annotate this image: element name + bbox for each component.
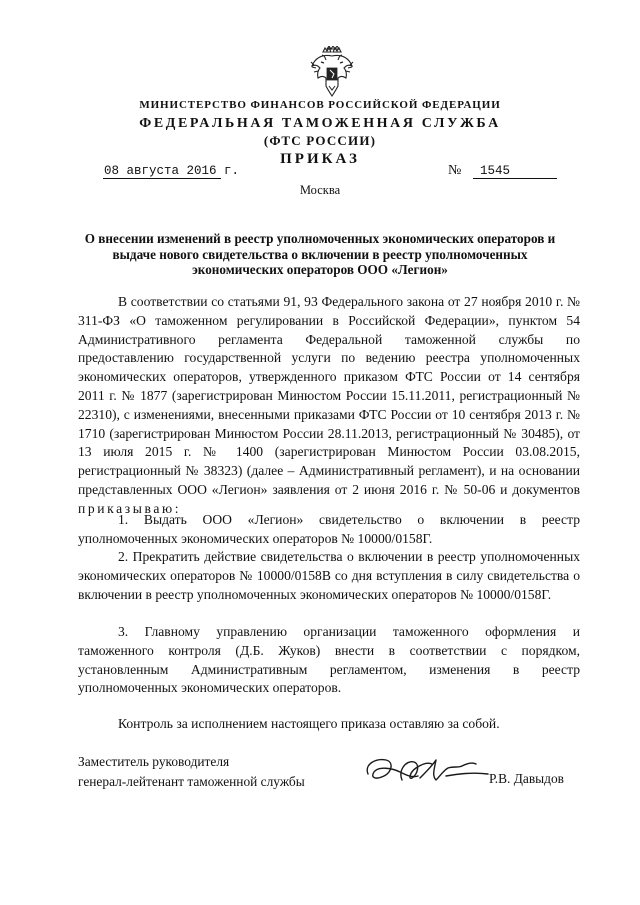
signatory-position-line-1: Заместитель руководителя — [78, 754, 230, 769]
preamble-paragraph — [78, 293, 580, 519]
number-underline — [473, 178, 557, 179]
order-subject: О внесении изменений в реестр уполномоченных экономических операторов и выдаче нового свидетельства о включении в реестр уполномоченных экономических операторов ООО «Легион» — [84, 231, 556, 277]
order-item-3: 3. Главному управлению организации таможенного оформления и таможенного контроля (Д.Б. Жуков) внести в соответствии с порядком, установленным Административным регламентом, изменения в реестр уполномоченных экономических операторов. — [78, 624, 580, 696]
coat-of-arms-icon — [309, 46, 355, 98]
handwritten-signature — [362, 750, 492, 790]
signatory-position-line-2: генерал-лейтенант таможенной службы — [78, 774, 305, 789]
ministry-name: МИНИСТЕРСТВО ФИНАНСОВ РОССИЙСКОЙ ФЕДЕРАЦИИ — [139, 99, 501, 111]
control-clause: Контроль за исполнением настоящего приказа оставляю за собой. — [118, 716, 500, 731]
document-type: ПРИКАЗ — [280, 151, 360, 167]
number-label: № — [448, 163, 462, 178]
order-item-1: 1. Выдать ООО «Легион» свидетельство о включении в реестр уполномоченных экономических операторов № 10000/0158Г. — [78, 512, 580, 546]
order-date: 08 августа 2016 г. — [104, 164, 240, 178]
order-verb: приказываю: — [78, 500, 182, 516]
preamble-text: В соответствии со статьями 91, 93 Федерального закона от 27 ноября 2010 г. № 311-ФЗ «О таможенном регулировании в Российской Федерации», пунктом 54 Административного регламента Федеральной таможенной службы по предоставлению государственной услуги по ведению реестра уполномоченных экономических операторов, утвержденного приказом ФТС России от 14 сентября 2011 г. № 1877 (зарегистрирован Минюстом России 15.11.2011, регистрационный № 22310), с изменениями, внесенными приказами ФТС России от 10 сентября 2013 г. № 1710 (зарегистрирован Минюстом России 28.11.2013, регистрационный № 30485), от 13 июля 2015 г. № 1400 (зарегистрирован Минюстом России 03.08.2015, регистрационный № 38323) (далее – Административный регламент), и на основании представленных ООО «Легион» заявления от 2 июня 2016 г. № 50-06 и документов — [78, 294, 580, 497]
city: Москва — [299, 183, 341, 197]
order-item-2: 2. Прекратить действие свидетельства о включении в реестр уполномоченных экономических операторов № 10000/0158В со дня вступления в силу свидетельства о включении в реестр уполномоченных экономических операторов № 10000/0158Г. — [78, 549, 580, 602]
signatory-name: Р.В. Давыдов — [489, 771, 564, 786]
order-number: 1545 — [480, 164, 511, 178]
date-underline — [103, 178, 221, 179]
service-name: ФЕДЕРАЛЬНАЯ ТАМОЖЕННАЯ СЛУЖБА — [139, 116, 501, 131]
signatory-position — [78, 752, 305, 792]
service-short-name: (ФТС РОССИИ) — [263, 133, 377, 148]
